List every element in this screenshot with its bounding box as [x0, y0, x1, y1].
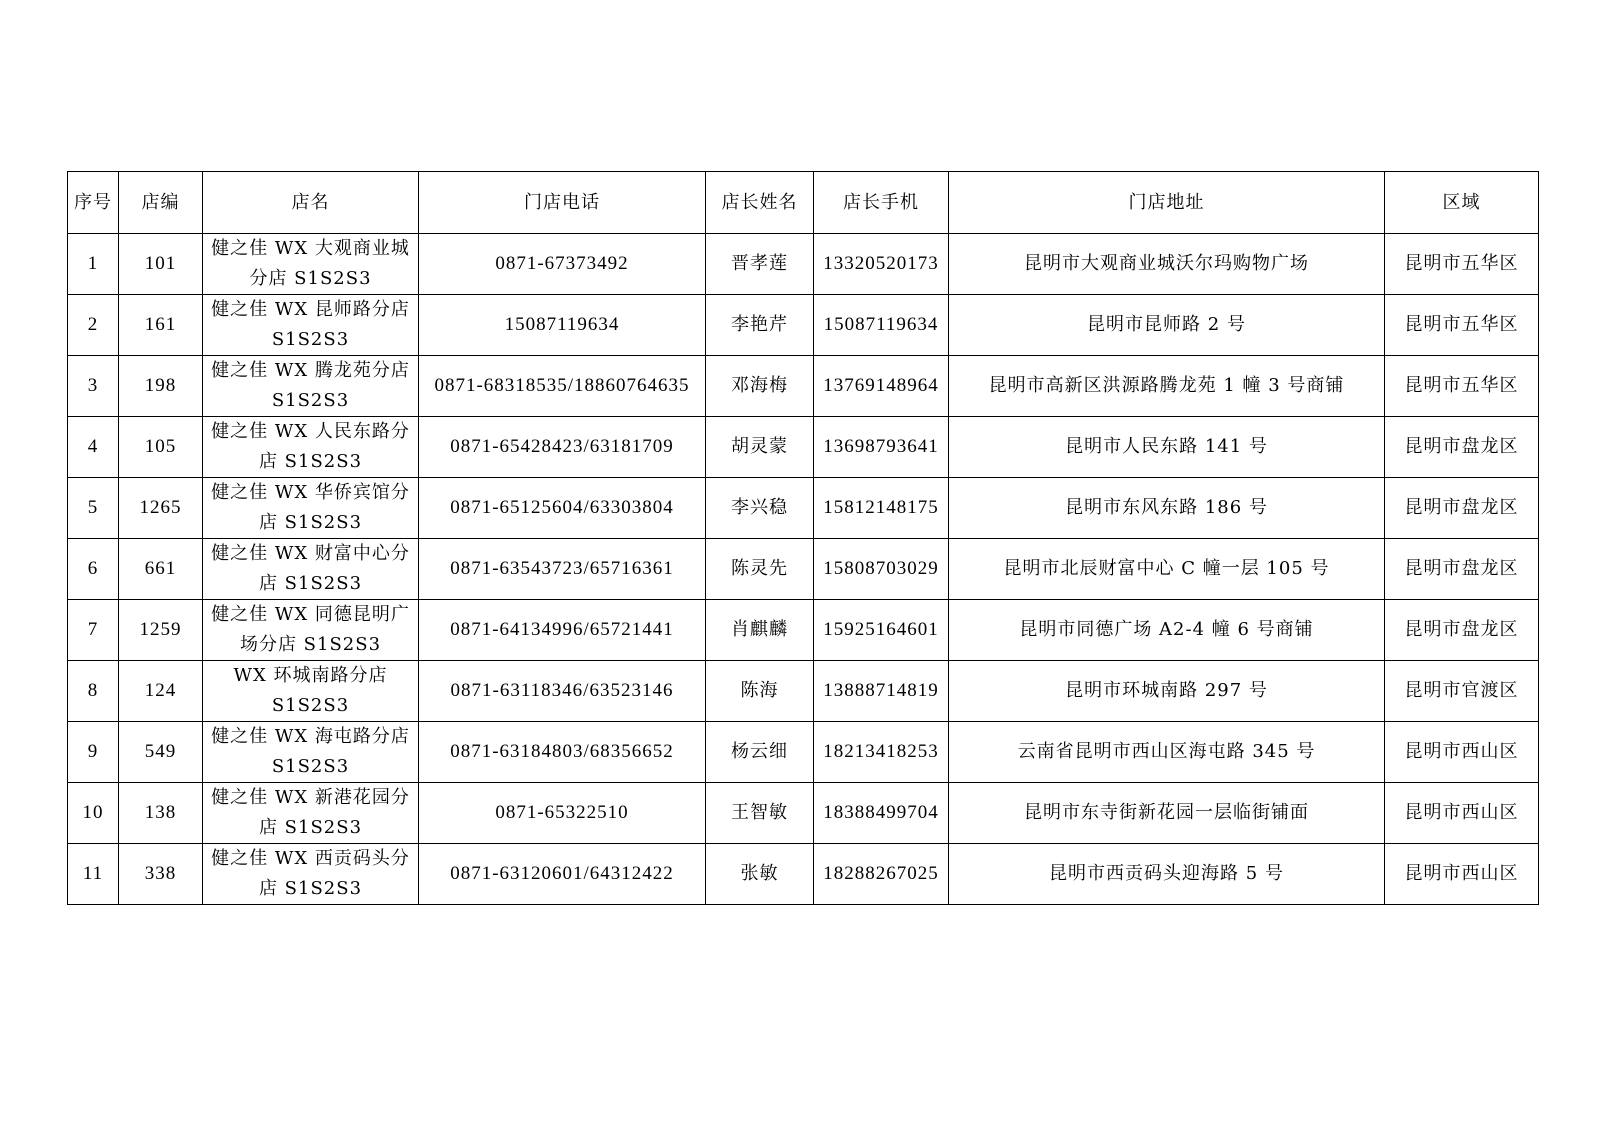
cell-manager-mobile: 18213418253: [814, 722, 949, 783]
cell-manager-mobile: 18288267025: [814, 844, 949, 905]
header-manager: 店长姓名: [706, 172, 814, 234]
cell-store-code: 661: [119, 539, 203, 600]
cell-store-address: 昆明市昆师路 2 号: [949, 295, 1385, 356]
cell-store-phone: 0871-65428423/63181709: [419, 417, 706, 478]
header-address: 门店地址: [949, 172, 1385, 234]
cell-manager-name: 王智敏: [706, 783, 814, 844]
cell-store-phone: 0871-64134996/65721441: [419, 600, 706, 661]
table-body: [68, 234, 1539, 905]
cell-manager-mobile: 13698793641: [814, 417, 949, 478]
cell-manager-name: 邓海梅: [706, 356, 814, 417]
table-header-row: [68, 172, 1539, 234]
cell-store-address: 昆明市大观商业城沃尔玛购物广场: [949, 234, 1385, 295]
table-row: [68, 234, 1539, 295]
cell-seq: 4: [68, 417, 119, 478]
cell-store-phone: 0871-65322510: [419, 783, 706, 844]
cell-seq: 8: [68, 661, 119, 722]
cell-manager-mobile: 13769148964: [814, 356, 949, 417]
cell-manager-name: 李艳芹: [706, 295, 814, 356]
cell-manager-name: 肖麒麟: [706, 600, 814, 661]
cell-region: 昆明市盘龙区: [1385, 600, 1539, 661]
cell-region: 昆明市西山区: [1385, 783, 1539, 844]
cell-store-code: 101: [119, 234, 203, 295]
cell-region: 昆明市五华区: [1385, 234, 1539, 295]
header-name: 店名: [203, 172, 419, 234]
cell-region: 昆明市盘龙区: [1385, 417, 1539, 478]
header-phone: 门店电话: [419, 172, 706, 234]
cell-region: 昆明市五华区: [1385, 295, 1539, 356]
cell-seq: 6: [68, 539, 119, 600]
cell-store-code: 198: [119, 356, 203, 417]
table-row: [68, 783, 1539, 844]
cell-manager-mobile: 13888714819: [814, 661, 949, 722]
cell-store-phone: 15087119634: [419, 295, 706, 356]
cell-store-code: 124: [119, 661, 203, 722]
table-row: [68, 722, 1539, 783]
cell-seq: 3: [68, 356, 119, 417]
cell-seq: 11: [68, 844, 119, 905]
cell-manager-name: 张敏: [706, 844, 814, 905]
cell-store-address: 云南省昆明市西山区海屯路 345 号: [949, 722, 1385, 783]
table-row: [68, 600, 1539, 661]
cell-seq: 2: [68, 295, 119, 356]
cell-store-address: 昆明市东风东路 186 号: [949, 478, 1385, 539]
table-row: [68, 295, 1539, 356]
cell-region: 昆明市官渡区: [1385, 661, 1539, 722]
table-row: [68, 539, 1539, 600]
cell-store-address: 昆明市西贡码头迎海路 5 号: [949, 844, 1385, 905]
cell-store-code: 161: [119, 295, 203, 356]
cell-store-phone: 0871-63184803/68356652: [419, 722, 706, 783]
header-seq: 序号: [68, 172, 119, 234]
cell-seq: 10: [68, 783, 119, 844]
cell-region: 昆明市盘龙区: [1385, 478, 1539, 539]
cell-manager-name: 晋孝莲: [706, 234, 814, 295]
cell-store-phone: 0871-63118346/63523146: [419, 661, 706, 722]
store-table: [67, 171, 1539, 905]
table-row: [68, 844, 1539, 905]
cell-store-code: 338: [119, 844, 203, 905]
cell-region: 昆明市西山区: [1385, 844, 1539, 905]
cell-region: 昆明市西山区: [1385, 722, 1539, 783]
cell-manager-name: 胡灵蒙: [706, 417, 814, 478]
cell-store-name: 健之佳 WX 西贡码头分店 S1S2S3: [203, 844, 419, 905]
cell-store-phone: 0871-63120601/64312422: [419, 844, 706, 905]
cell-manager-mobile: 13320520173: [814, 234, 949, 295]
cell-store-name: 健之佳 WX 昆师路分店 S1S2S3: [203, 295, 419, 356]
cell-store-phone: 0871-65125604/63303804: [419, 478, 706, 539]
cell-store-phone: 0871-63543723/65716361: [419, 539, 706, 600]
cell-store-name: 健之佳 WX 同德昆明广场分店 S1S2S3: [203, 600, 419, 661]
cell-seq: 9: [68, 722, 119, 783]
cell-store-address: 昆明市北辰财富中心 C 幢一层 105 号: [949, 539, 1385, 600]
cell-manager-name: 陈海: [706, 661, 814, 722]
cell-store-address: 昆明市东寺街新花园一层临街铺面: [949, 783, 1385, 844]
cell-store-address: 昆明市高新区洪源路腾龙苑 1 幢 3 号商铺: [949, 356, 1385, 417]
header-mobile: 店长手机: [814, 172, 949, 234]
cell-manager-mobile: 15812148175: [814, 478, 949, 539]
cell-seq: 1: [68, 234, 119, 295]
table-row: [68, 417, 1539, 478]
cell-store-code: 1259: [119, 600, 203, 661]
header-code: 店编: [119, 172, 203, 234]
table-row: [68, 356, 1539, 417]
cell-manager-mobile: 15925164601: [814, 600, 949, 661]
cell-store-name: 健之佳 WX 华侨宾馆分店 S1S2S3: [203, 478, 419, 539]
cell-store-code: 138: [119, 783, 203, 844]
cell-store-name: 健之佳 WX 新港花园分店 S1S2S3: [203, 783, 419, 844]
table-row: [68, 661, 1539, 722]
cell-manager-mobile: 15087119634: [814, 295, 949, 356]
cell-region: 昆明市盘龙区: [1385, 539, 1539, 600]
cell-manager-name: 陈灵先: [706, 539, 814, 600]
cell-store-name: 健之佳 WX 海屯路分店 S1S2S3: [203, 722, 419, 783]
cell-store-address: 昆明市人民东路 141 号: [949, 417, 1385, 478]
cell-manager-mobile: 15808703029: [814, 539, 949, 600]
cell-seq: 5: [68, 478, 119, 539]
table-row: [68, 478, 1539, 539]
cell-store-code: 105: [119, 417, 203, 478]
cell-manager-mobile: 18388499704: [814, 783, 949, 844]
cell-store-address: 昆明市同德广场 A2-4 幢 6 号商铺: [949, 600, 1385, 661]
cell-store-name: WX 环城南路分店 S1S2S3: [203, 661, 419, 722]
cell-store-name: 健之佳 WX 人民东路分店 S1S2S3: [203, 417, 419, 478]
cell-seq: 7: [68, 600, 119, 661]
cell-store-name: 健之佳 WX 腾龙苑分店 S1S2S3: [203, 356, 419, 417]
cell-store-name: 健之佳 WX 大观商业城分店 S1S2S3: [203, 234, 419, 295]
cell-store-code: 549: [119, 722, 203, 783]
cell-manager-name: 李兴稳: [706, 478, 814, 539]
cell-store-name: 健之佳 WX 财富中心分店 S1S2S3: [203, 539, 419, 600]
cell-store-phone: 0871-67373492: [419, 234, 706, 295]
cell-manager-name: 杨云细: [706, 722, 814, 783]
cell-region: 昆明市五华区: [1385, 356, 1539, 417]
header-region: 区域: [1385, 172, 1539, 234]
cell-store-phone: 0871-68318535/18860764635: [419, 356, 706, 417]
cell-store-code: 1265: [119, 478, 203, 539]
cell-store-address: 昆明市环城南路 297 号: [949, 661, 1385, 722]
